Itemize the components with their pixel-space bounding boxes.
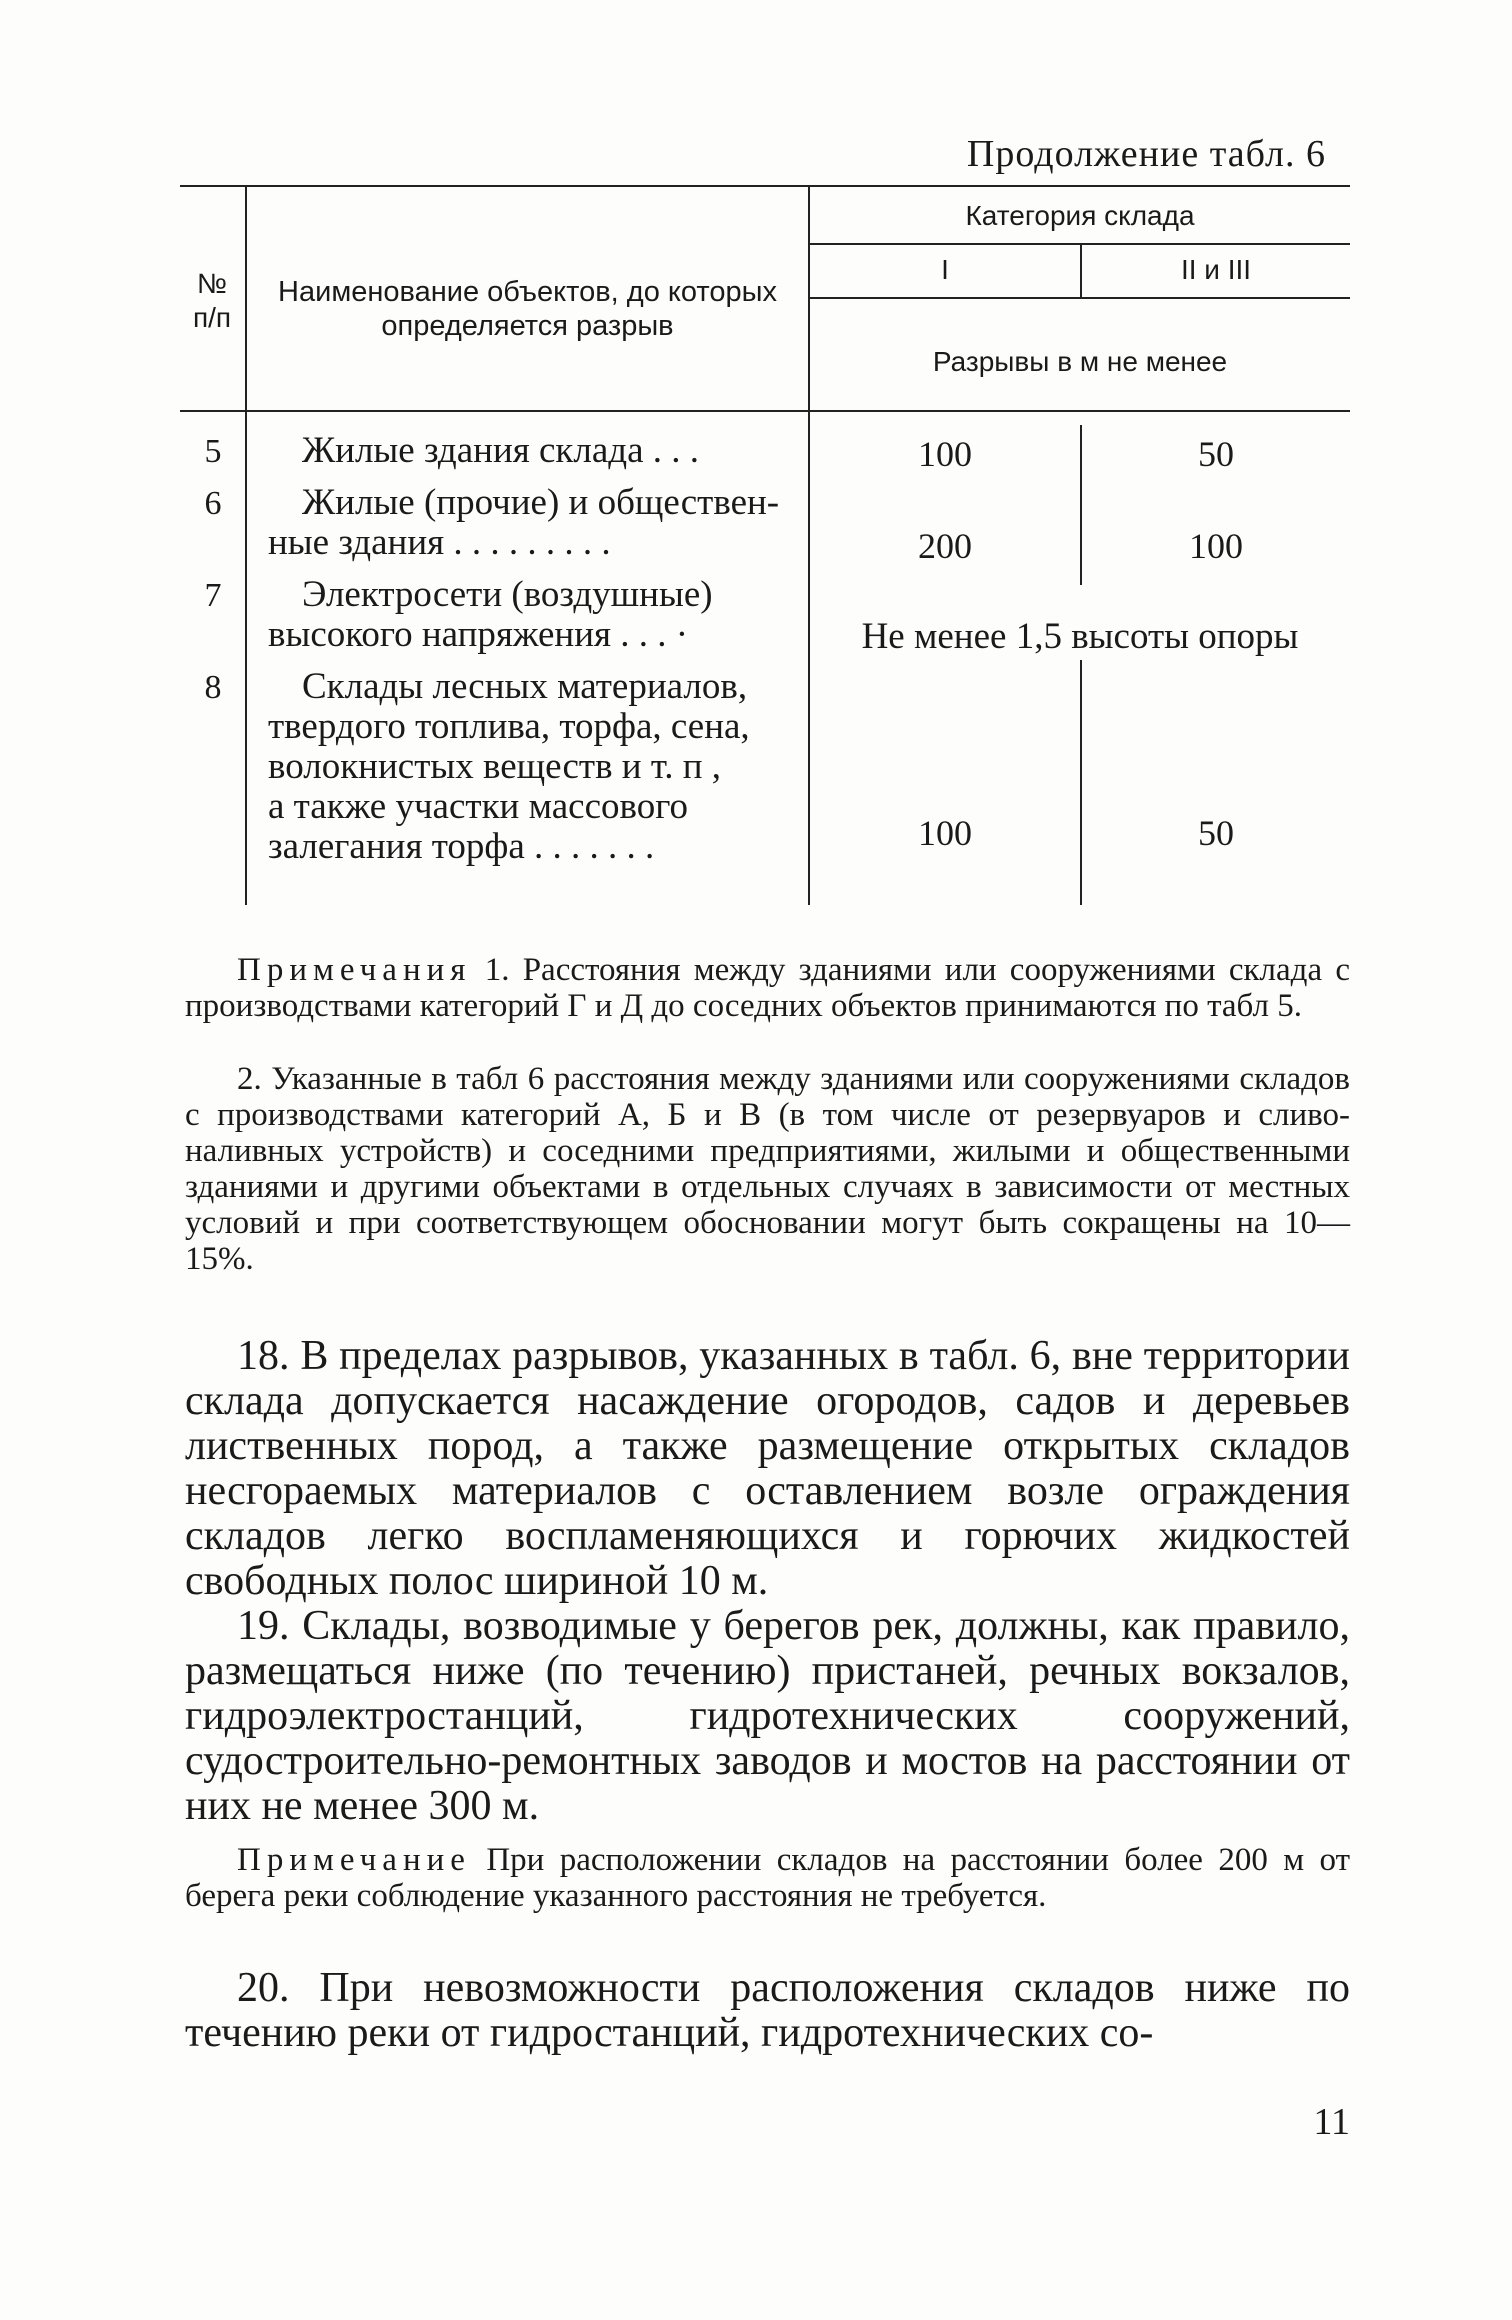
header-bottom-rule <box>180 410 1350 412</box>
row-8-cat23: 50 <box>1198 813 1234 853</box>
table-top-rule <box>180 185 1350 187</box>
row-5-name-line: Жилые здания склада . . . <box>302 430 700 471</box>
river-note-text: При расположении складов на расстоянии более 200 м от берега реки соблюдение указанного расстояния не требуется. <box>185 1842 1350 1914</box>
row-6-number: 6 <box>204 485 222 522</box>
num-col-divider <box>245 185 247 905</box>
page-number: 11 <box>1313 2101 1350 2143</box>
row-5-cat23: 50 <box>1198 434 1234 474</box>
notes-label: Примечания <box>237 952 472 988</box>
subcategory-rule <box>810 297 1350 299</box>
table-continuation-label: Продолжение табл. 6 <box>966 133 1326 175</box>
note-1-text: 1. Расстояния между зданиями или сооружениями склада с производствами категорий Г и Д до соседних объектов принимаются по табл 5. <box>185 952 1351 1024</box>
category-1-header: I <box>941 254 949 285</box>
distance-table <box>180 185 1350 905</box>
category-23-header: II и III <box>1180 254 1252 285</box>
row-8-name-line2: твердого топлива, торфа, сена, <box>268 706 750 747</box>
row-8-cat1: 100 <box>918 813 972 853</box>
name-col-header-line1: Наименование объектов, до которых <box>278 276 777 308</box>
row-5-name <box>302 431 802 471</box>
row-5-number: 5 <box>204 433 222 470</box>
row-8-name-line1: Склады лесных материалов, <box>302 666 748 707</box>
num-col-header-line1: № <box>196 268 228 299</box>
row-7-name-line2: высокого напряжения . . . · <box>268 614 689 655</box>
row-8-name <box>268 667 808 867</box>
row-7-number: 7 <box>204 577 222 614</box>
row-6-cat1: 200 <box>918 526 972 566</box>
row-7-name <box>268 575 808 655</box>
name-col-header-line2: определяется разрыв <box>381 310 674 342</box>
row-7-name-line1: Электросети (воздушные) <box>302 574 713 615</box>
row-6-name <box>268 483 808 563</box>
table-note-2: 2. Указанные в табл 6 расстояния между зданиями или сооружениями складов с производствами категорий А, Б и В (в том числе от резервуаров и сливо-наливных устройств) и соседними предприятиями, жилыми и общественными зданиями и другими объектами в отдельных случаях в зависимости от местных условий и при соответствующем обосновании могут быть сокращены на 10—15%. <box>185 1061 1350 1277</box>
river-note <box>185 1842 1350 1914</box>
row-6-name-line2: ные здания . . . . . . . . . <box>268 522 611 563</box>
paragraph-18: 18. В пределах разрывов, указанных в табл. 6, вне территории склада допускается насаждение огородов, садов и деревьев лиственных пород, а также размещение открытых складов несгораемых материалов с оставлением возле ограждения складов легко воспламеняющихся и горючих жидкостей свободных полос шириной 10 м. <box>185 1333 1350 1604</box>
row-7-merged-value: Не менее 1,5 высоты опоры <box>861 616 1299 657</box>
row-8-name-line4: а также участки массового <box>268 786 688 827</box>
distance-header: Разрывы в м не менее <box>932 346 1228 377</box>
row-6-name-line1: Жилые (прочие) и обществен- <box>302 482 780 523</box>
river-note-label: Примечание <box>237 1842 471 1878</box>
num-col-header-line2: п/п <box>192 302 232 333</box>
row-6-cat23: 100 <box>1189 526 1243 566</box>
row-8-name-line5: залегания торфа . . . . . . . <box>268 826 655 867</box>
num-col-header <box>180 267 244 335</box>
table-note-1 <box>185 952 1350 1024</box>
row-8-name-line3: волокнистых веществ и т. п , <box>268 746 722 787</box>
paragraph-20: 20. При невозможности расположения складов ниже по течению реки от гидростанций, гидротехнических со- <box>185 1965 1350 2056</box>
row-8-number: 8 <box>204 669 222 706</box>
paragraph-19: 19. Склады, возводимые у берегов рек, должны, как правило, размещаться ниже (по течению) пристаней, речных вокзалов, гидроэлектростанций, гидротехнических сооружений, судостроительно-ремонтных заводов и мостов на расстоянии от них не менее 300 м. <box>185 1603 1350 1829</box>
name-col-header <box>250 275 805 343</box>
category-header: Категория склада <box>965 200 1195 231</box>
row-5-cat1: 100 <box>918 434 972 474</box>
cat-col-divider-lower <box>1080 660 1082 905</box>
